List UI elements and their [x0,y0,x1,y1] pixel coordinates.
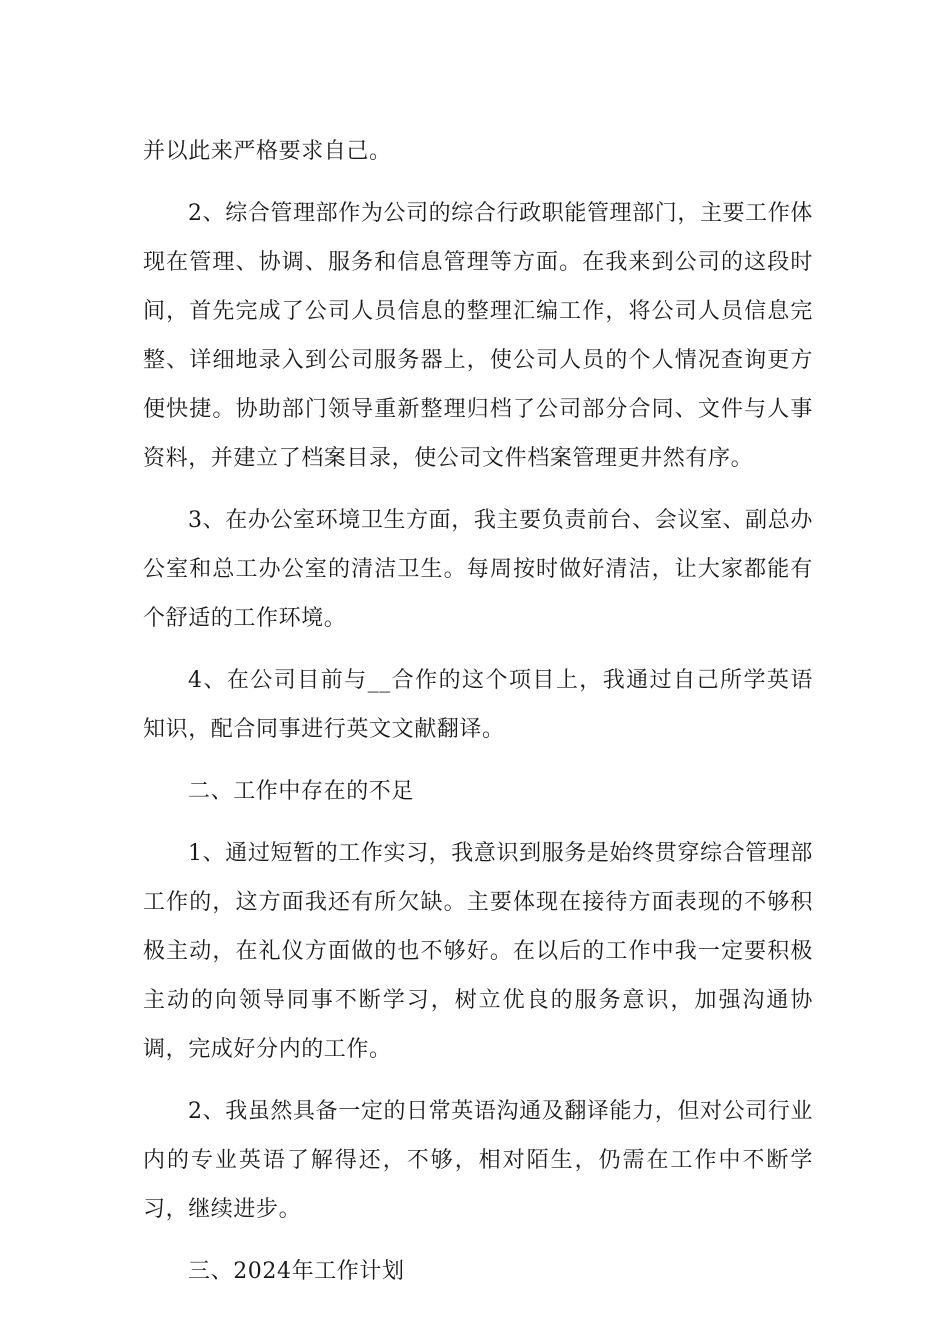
paragraph-6: 2、我虽然具备一定的日常英语沟通及翻译能力，但对公司行业内的专业英语了解得还，不够，相对陌生，仍需在工作中不断学习，继续进步。 [143,1099,813,1222]
paragraph-2: 2、综合管理部作为公司的综合行政职能管理部门，主要工作体现在管理、协调、服务和信息管理等方面。在我来到公司的这段时间，首先完成了公司人员信息的整理汇编工作，将公司人员信息完整、详细地录入到公司服务器上，使公司人员的个人情况查询更方便快捷。协助部门领导重新整理归档了公司部分合同、文件与人事资料，并建立了档案目录，使公司文件档案管理更井然有序。 [143,201,813,471]
document-body [143,127,813,1296]
paragraph-1: 并以此来严格要求自己。 [143,139,392,164]
section-heading-3: 三、2024年工作计划 [188,1259,405,1284]
paragraph-5: 1、通过短暂的工作实习，我意识到服务是始终贯穿综合管理部工作的，这方面我还有所欠缺。主要体现在接待方面表现的不够积极主动，在礼仪方面做的也不够好。在以后的工作中我一定要积极主动的向领导同事不断学习，树立优良的服务意识，加强沟通协调，完成好分内的工作。 [143,841,813,1062]
paragraph-4: 4、在公司目前与__合作的这个项目上，我通过自己所学英语知识，配合同事进行英文文献翻译。 [143,668,813,742]
paragraph-3: 3、在办公室环境卫生方面，我主要负责前台、会议室、副总办公室和总工办公室的清洁卫生。每周按时做好清洁，让大家都能有个舒适的工作环境。 [143,508,813,631]
section-heading-2: 二、工作中存在的不足 [188,779,415,804]
